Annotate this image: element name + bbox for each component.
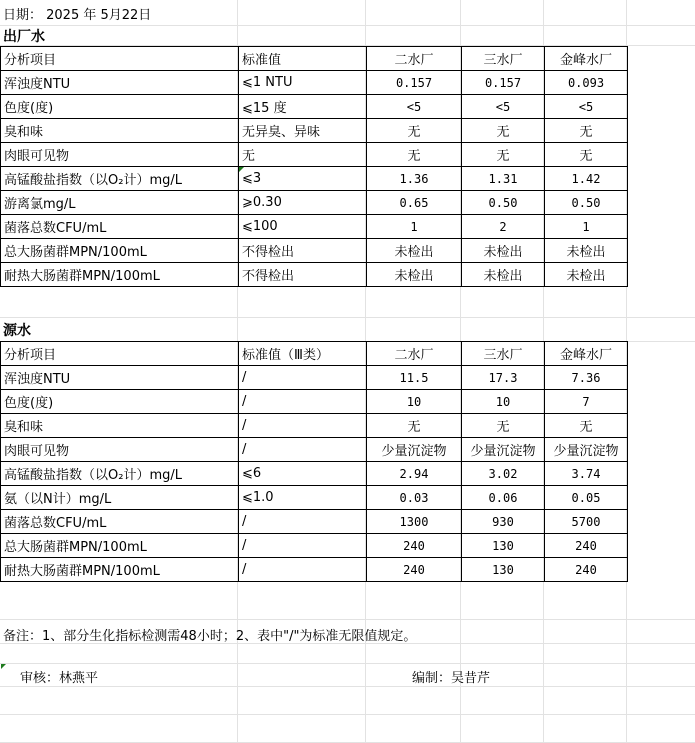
header-cell[interactable] — [367, 342, 462, 366]
cell-text: 二水厂 — [394, 348, 434, 363]
table-cell[interactable] — [367, 143, 462, 167]
cell-text: 不得检出 — [242, 245, 295, 260]
note-row — [0, 622, 690, 646]
cell-text: 0.157 — [395, 75, 433, 90]
cell-text: 无 — [496, 420, 510, 435]
table-row — [1, 510, 628, 534]
cell-text: 930 — [492, 514, 514, 529]
table-cell[interactable] — [239, 366, 367, 390]
table-cell[interactable] — [367, 263, 462, 287]
cell-text: / — [242, 514, 247, 529]
table-cell[interactable] — [367, 486, 462, 510]
header-cell[interactable] — [239, 47, 367, 71]
cell-text: 分析项目 — [4, 53, 57, 68]
cell-text: 臭和味 — [4, 125, 44, 140]
table-row — [1, 71, 628, 95]
header-cell[interactable] — [1, 342, 239, 366]
table-cell[interactable] — [462, 534, 545, 558]
cell-text: ⩽6 — [242, 466, 262, 481]
table-cell[interactable] — [239, 263, 367, 287]
table-cell[interactable] — [545, 438, 628, 462]
cell-text: <5 — [406, 99, 422, 114]
table-cell[interactable] — [367, 390, 462, 414]
table-row — [1, 390, 628, 414]
cell-text: 少量沉淀物 — [381, 444, 447, 459]
table-cell[interactable] — [239, 215, 367, 239]
table-cell[interactable] — [367, 215, 462, 239]
cell-text: 耐热大肠菌群MPN/100mL — [4, 269, 160, 284]
table-row — [1, 438, 628, 462]
table-cell[interactable] — [239, 486, 367, 510]
table-cell[interactable] — [367, 119, 462, 143]
table-cell[interactable] — [1, 462, 239, 486]
cell-text: 高锰酸盐指数（以O₂计）mg/L — [4, 173, 182, 188]
table-cell[interactable] — [1, 486, 239, 510]
cell-marker — [239, 167, 244, 172]
table-cell[interactable] — [1, 390, 239, 414]
cell-text: 0.157 — [484, 75, 522, 90]
cell-text: 肉眼可见物 — [4, 149, 70, 164]
cell-text: 无 — [242, 149, 256, 164]
cell-text: 1.42 — [571, 171, 601, 186]
table-cell[interactable] — [367, 239, 462, 263]
cell-text: ⩾0.30 — [242, 195, 282, 210]
cell-text: 未检出 — [483, 269, 523, 284]
header-cell[interactable] — [1, 47, 239, 71]
table-cell[interactable] — [545, 558, 628, 582]
section-title-row-2 — [0, 318, 626, 342]
table-cell[interactable] — [1, 191, 239, 215]
cell-text: 三水厂 — [483, 53, 523, 68]
cell-text: 7.36 — [571, 370, 601, 385]
cell-text: 11.5 — [399, 370, 429, 385]
date-row — [0, 2, 626, 24]
cell-text: 臭和味 — [4, 420, 44, 435]
table-cell[interactable] — [239, 71, 367, 95]
table-cell[interactable] — [367, 462, 462, 486]
table-cell[interactable] — [545, 414, 628, 438]
cell-text: 无 — [579, 125, 593, 140]
table-cell[interactable] — [545, 95, 628, 119]
cell-text: <5 — [495, 99, 511, 114]
table-header-row — [1, 342, 628, 366]
cell-text: 二水厂 — [394, 53, 434, 68]
cell-text: 浑浊度NTU — [4, 372, 71, 387]
table-row — [1, 414, 628, 438]
raw-water-table — [0, 341, 628, 582]
table-cell[interactable] — [462, 438, 545, 462]
finished-water-table — [0, 46, 628, 287]
editor-label: 编制：吴昔芹 — [412, 670, 491, 686]
table-cell[interactable] — [545, 215, 628, 239]
table-cell[interactable] — [367, 510, 462, 534]
table-cell[interactable] — [545, 486, 628, 510]
table-row — [1, 534, 628, 558]
table-row — [1, 462, 628, 486]
table-cell[interactable] — [462, 558, 545, 582]
cell-text: 少量沉淀物 — [553, 444, 619, 459]
cell-text: 0.03 — [399, 490, 429, 505]
table-row — [1, 263, 628, 287]
cell-text: 无 — [496, 149, 510, 164]
cell-text: 未检出 — [394, 245, 434, 260]
table-cell[interactable] — [545, 263, 628, 287]
cell-text: / — [242, 538, 247, 553]
cell-text: 少量沉淀物 — [470, 444, 536, 459]
table-cell[interactable] — [462, 143, 545, 167]
cell-text: 0.093 — [567, 75, 605, 90]
cell-text: 5700 — [571, 514, 601, 529]
table-cell[interactable] — [545, 510, 628, 534]
cell-text: 不得检出 — [242, 269, 295, 284]
cell-text: 10 — [406, 394, 422, 409]
cell-text: 3.74 — [571, 466, 601, 481]
table-cell[interactable] — [1, 95, 239, 119]
header-cell[interactable] — [239, 342, 367, 366]
table-cell[interactable] — [239, 414, 367, 438]
table-cell[interactable] — [1, 510, 239, 534]
cell-text: 7 — [582, 394, 590, 409]
cell-text: 金峰水厂 — [559, 348, 612, 363]
table-cell[interactable] — [462, 486, 545, 510]
table-row — [1, 95, 628, 119]
header-cell[interactable] — [545, 47, 628, 71]
cell-text: / — [242, 394, 247, 409]
cell-text: <5 — [578, 99, 594, 114]
cell-text: 未检出 — [394, 269, 434, 284]
table-row — [1, 239, 628, 263]
table-cell[interactable] — [1, 438, 239, 462]
cell-text: 1 — [410, 219, 418, 234]
table-cell[interactable] — [1, 215, 239, 239]
cell-text: 1.31 — [488, 171, 518, 186]
table-cell[interactable] — [545, 191, 628, 215]
cell-text: ⩽1.0 — [242, 490, 274, 505]
cell-text: 2.94 — [399, 466, 429, 481]
table-cell[interactable] — [545, 143, 628, 167]
reviewer-label: 审核：林燕平 — [20, 670, 99, 686]
cell-text: 0.05 — [571, 490, 601, 505]
cell-text: 色度(度) — [4, 396, 54, 411]
cell-text: 无 — [407, 420, 421, 435]
table-cell[interactable] — [462, 366, 545, 390]
header-cell[interactable] — [462, 342, 545, 366]
cell-text: 菌落总数CFU/mL — [4, 516, 107, 531]
cell-text: 无异臭、异味 — [242, 125, 321, 140]
table-cell[interactable] — [239, 390, 367, 414]
table-cell[interactable] — [1, 263, 239, 287]
table-cell[interactable] — [462, 239, 545, 263]
cell-text: 未检出 — [566, 269, 606, 284]
table-row — [1, 143, 628, 167]
table-cell[interactable] — [239, 510, 367, 534]
table-cell[interactable] — [545, 119, 628, 143]
cell-text: 240 — [575, 562, 597, 577]
table-cell[interactable] — [239, 167, 367, 191]
table-cell[interactable] — [462, 510, 545, 534]
table-cell[interactable] — [367, 167, 462, 191]
cell-text: 无 — [407, 149, 421, 164]
table-cell[interactable] — [1, 366, 239, 390]
table-cell[interactable] — [462, 71, 545, 95]
table-cell[interactable] — [1, 143, 239, 167]
table-cell[interactable] — [462, 462, 545, 486]
table-cell[interactable] — [1, 558, 239, 582]
table-cell[interactable] — [367, 534, 462, 558]
cell-text: ⩽100 — [242, 219, 278, 234]
cell-text: 1 — [582, 219, 590, 234]
table-cell[interactable] — [1, 534, 239, 558]
cell-text: 耐热大肠菌群MPN/100mL — [4, 564, 160, 579]
table-cell[interactable] — [545, 239, 628, 263]
header-cell[interactable] — [545, 342, 628, 366]
cell-text: 氨（以N计）mg/L — [4, 492, 112, 507]
table-row — [1, 558, 628, 582]
table-cell[interactable] — [462, 119, 545, 143]
table-row — [1, 486, 628, 510]
table-cell[interactable] — [367, 71, 462, 95]
cell-text: 高锰酸盐指数（以O₂计）mg/L — [4, 468, 182, 483]
table-cell[interactable] — [545, 462, 628, 486]
table-cell[interactable] — [1, 414, 239, 438]
table-header-row — [1, 47, 628, 71]
table-row — [1, 215, 628, 239]
cell-text: 游离氯mg/L — [4, 197, 76, 212]
table-cell[interactable] — [367, 558, 462, 582]
cell-text: 无 — [579, 149, 593, 164]
cell-text: 分析项目 — [4, 348, 57, 363]
table-cell[interactable] — [367, 366, 462, 390]
cell-text: ⩽1 NTU — [242, 75, 293, 90]
table-cell[interactable] — [367, 438, 462, 462]
cell-text: 总大肠菌群MPN/100mL — [4, 245, 147, 260]
table-cell[interactable] — [367, 191, 462, 215]
table-cell[interactable] — [239, 95, 367, 119]
table-cell[interactable] — [239, 534, 367, 558]
table-cell[interactable] — [545, 71, 628, 95]
table-cell[interactable] — [1, 119, 239, 143]
cell-text: 肉眼可见物 — [4, 444, 70, 459]
table-cell[interactable] — [545, 390, 628, 414]
table-cell[interactable] — [239, 143, 367, 167]
note-text: 备注：1、部分生化指标检测需48小时；2、表中"/"为标准无限值规定。 — [3, 628, 417, 644]
cell-text: / — [242, 370, 247, 385]
table-cell[interactable] — [239, 239, 367, 263]
cell-text: 130 — [492, 562, 514, 577]
section-title-raw-water: 源水 — [3, 323, 31, 339]
cell-text: 1.36 — [399, 171, 429, 186]
cell-text: 金峰水厂 — [559, 53, 612, 68]
cell-text: 浑浊度NTU — [4, 77, 71, 92]
cell-text: 2 — [499, 219, 507, 234]
table-cell[interactable] — [239, 119, 367, 143]
table-cell[interactable] — [1, 239, 239, 263]
cell-text: 标准值 — [242, 53, 282, 68]
cell-text: 未检出 — [566, 245, 606, 260]
cell-text: 240 — [403, 562, 425, 577]
table-cell[interactable] — [545, 167, 628, 191]
table-row — [1, 366, 628, 390]
cell-text: 10 — [495, 394, 511, 409]
cell-text: ⩽15 度 — [242, 101, 287, 116]
signature-row — [0, 665, 690, 687]
cell-text: 130 — [492, 538, 514, 553]
cell-text: 无 — [579, 420, 593, 435]
table-cell[interactable] — [462, 414, 545, 438]
section-title-finished-water: 出厂水 — [3, 28, 45, 45]
table-cell[interactable] — [545, 366, 628, 390]
table-cell[interactable] — [367, 414, 462, 438]
table-cell[interactable] — [462, 390, 545, 414]
cell-text: 17.3 — [488, 370, 518, 385]
table-cell[interactable] — [239, 558, 367, 582]
table-cell[interactable] — [1, 167, 239, 191]
cell-text: 无 — [496, 125, 510, 140]
cell-text: 0.65 — [399, 195, 429, 210]
table-cell[interactable] — [462, 263, 545, 287]
cell-text: ⩽3 — [242, 171, 262, 186]
table-row — [1, 191, 628, 215]
cell-text: / — [242, 442, 247, 457]
cell-text: 240 — [575, 538, 597, 553]
cell-text: / — [242, 562, 247, 577]
table-cell[interactable] — [462, 95, 545, 119]
table-row — [1, 167, 628, 191]
table-cell[interactable] — [239, 191, 367, 215]
table-cell[interactable] — [367, 95, 462, 119]
cell-text: / — [242, 418, 247, 433]
cell-text: 三水厂 — [483, 348, 523, 363]
table-cell[interactable] — [462, 191, 545, 215]
cell-text: 色度(度) — [4, 101, 54, 116]
cell-text: 0.06 — [488, 490, 518, 505]
cell-text: 240 — [403, 538, 425, 553]
cell-text: 0.50 — [488, 195, 518, 210]
table-cell[interactable] — [462, 215, 545, 239]
cell-text: 3.02 — [488, 466, 518, 481]
cell-text: 总大肠菌群MPN/100mL — [4, 540, 147, 555]
header-cell[interactable] — [367, 47, 462, 71]
table-cell[interactable] — [239, 462, 367, 486]
cell-text: 菌落总数CFU/mL — [4, 221, 107, 236]
header-cell[interactable] — [462, 47, 545, 71]
table-cell[interactable] — [462, 167, 545, 191]
table-row — [1, 119, 628, 143]
cell-text: 标准值（Ⅲ类） — [242, 348, 329, 363]
table-cell[interactable] — [545, 534, 628, 558]
table-cell[interactable] — [239, 438, 367, 462]
cell-text: 无 — [407, 125, 421, 140]
report-date: 日期： 2025 年 5月22日 — [3, 7, 152, 23]
cell-text: 未检出 — [483, 245, 523, 260]
cell-text: 1300 — [399, 514, 429, 529]
table-cell[interactable] — [1, 71, 239, 95]
section-title-row — [0, 25, 626, 46]
cell-text: 0.50 — [571, 195, 601, 210]
